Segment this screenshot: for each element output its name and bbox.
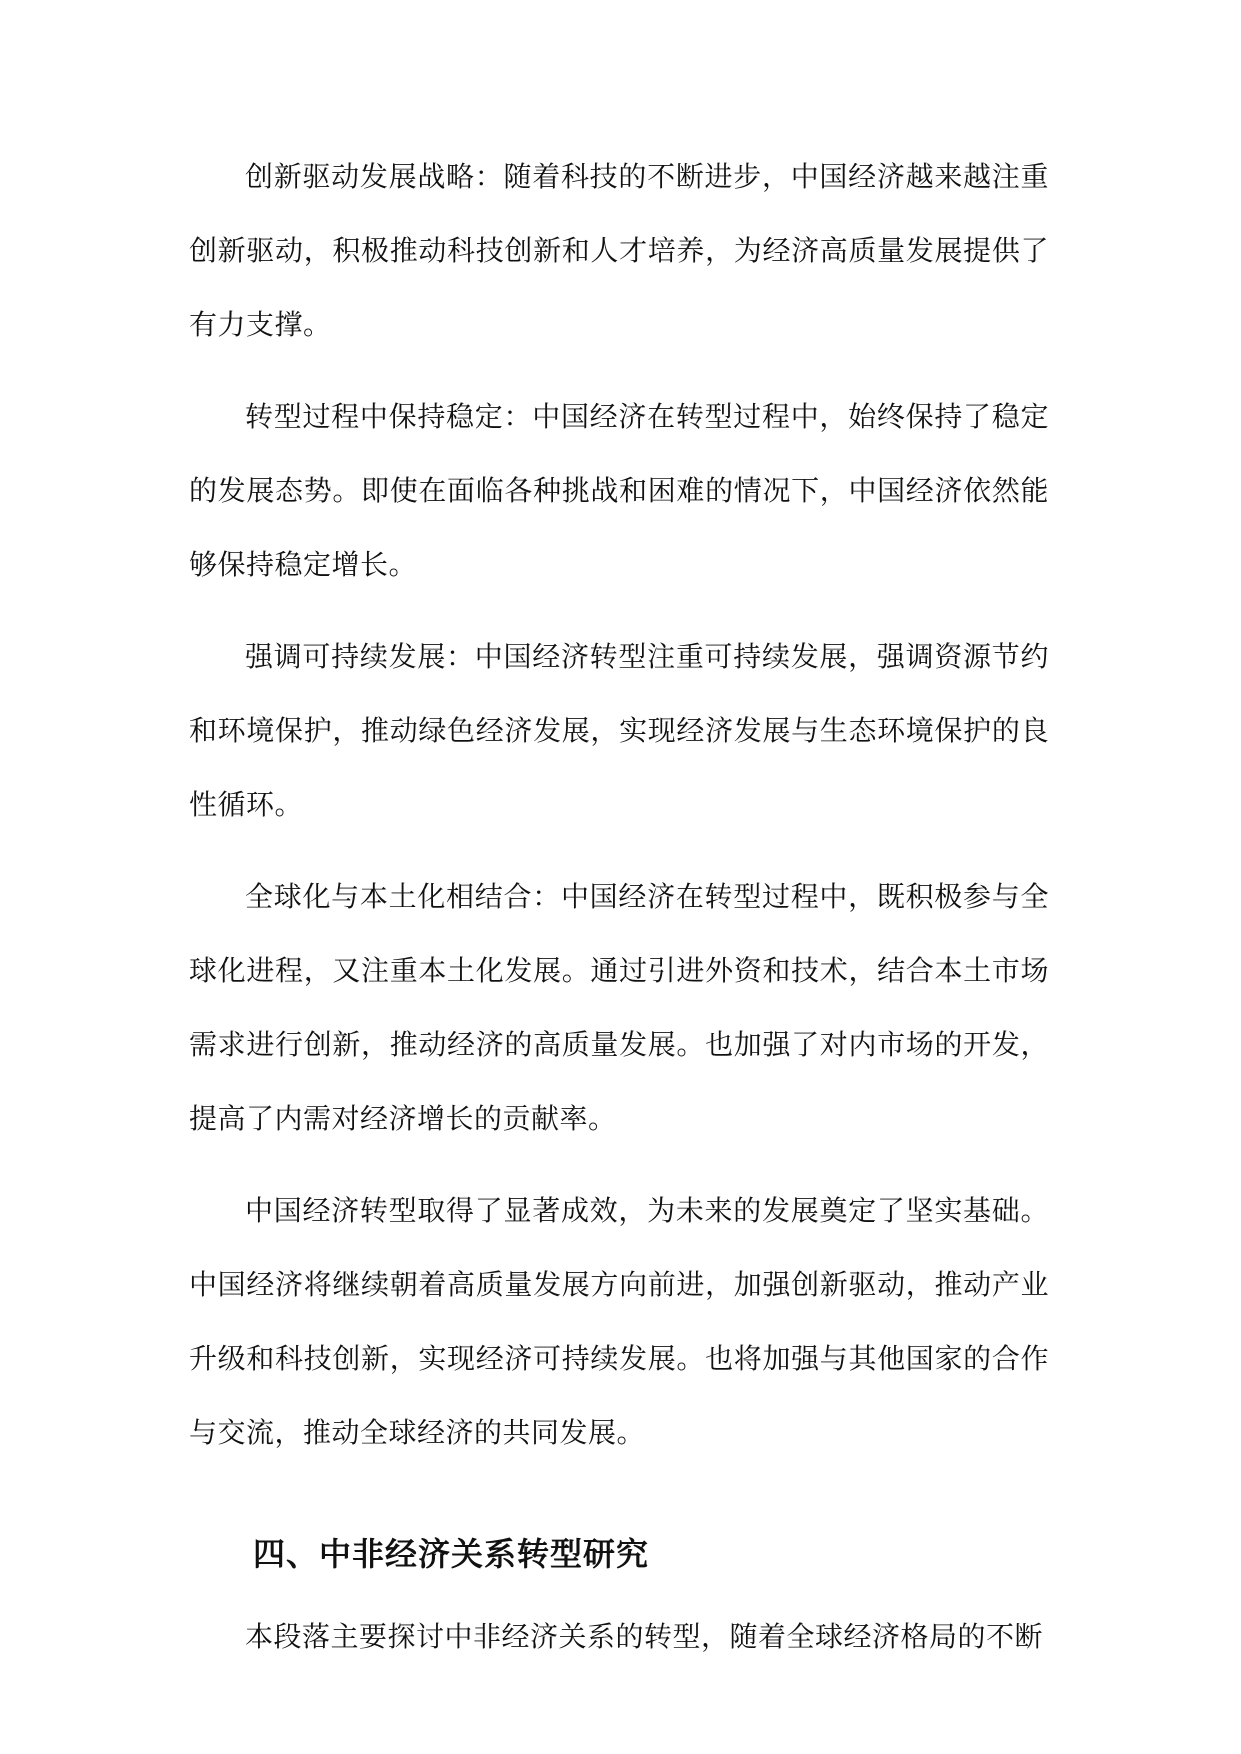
document-body (189, 140, 1049, 1692)
section-heading: 四、中非经济关系转型研究 (253, 1535, 650, 1573)
paragraph-sustainability: 强调可持续发展：中国经济转型注重可持续发展，强调资源节约和环境保护，推动绿色经济发展，实现经济发展与生态环境保护的良性循环。 (189, 640, 1049, 821)
paragraph-stability: 转型过程中保持稳定：中国经济在转型过程中，始终保持了稳定的发展态势。即使在面临各种挑战和困难的情况下，中国经济依然能够保持稳定增长。 (189, 400, 1049, 581)
paragraph-section-intro: 本段落主要探讨中非经济关系的转型，随着全球经济格局的不断 (245, 1620, 1044, 1653)
paragraph-innovation: 创新驱动发展战略：随着科技的不断进步，中国经济越来越注重创新驱动，积极推动科技创新和人才培养，为经济高质量发展提供了有力支撑。 (189, 160, 1049, 341)
paragraph-summary: 中国经济转型取得了显著成效，为未来的发展奠定了坚实基础。中国经济将继续朝着高质量发展方向前进，加强创新驱动，推动产业升级和科技创新，实现经济可持续发展。也将加强与其他国家的合作与交流，推动全球经济的共同发展。 (189, 1194, 1049, 1449)
paragraph-globalization: 全球化与本土化相结合：中国经济在转型过程中，既积极参与全球化进程，又注重本土化发展。通过引进外资和技术，结合本土市场需求进行创新，推动经济的高质量发展。也加强了对内市场的开发，提高了内需对经济增长的贡献率。 (189, 880, 1049, 1135)
